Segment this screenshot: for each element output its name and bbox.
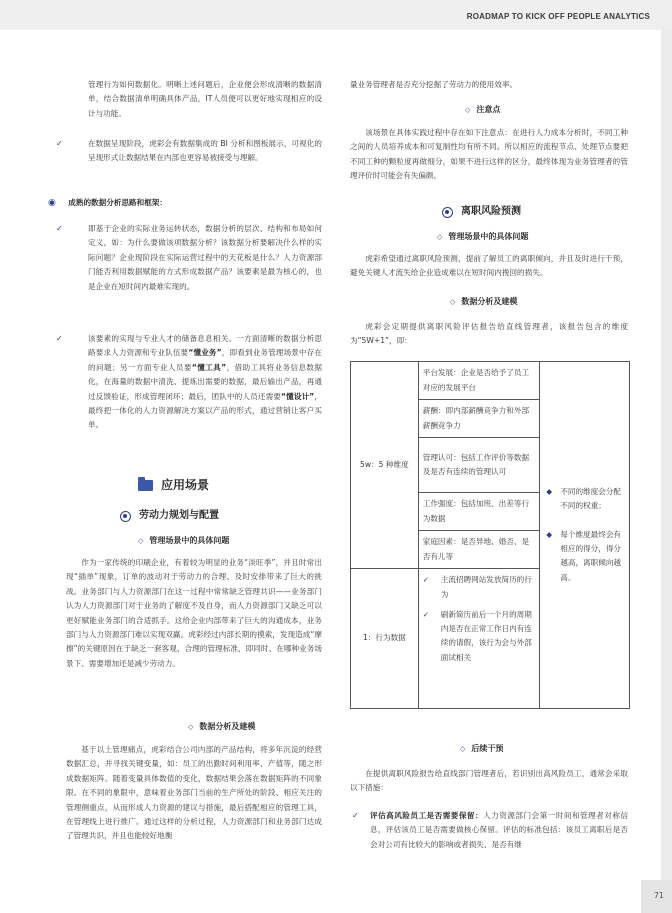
subsection-title-attrition: 离职风险预测	[442, 205, 602, 219]
side-margin-bar	[661, 30, 672, 913]
check-icon: ✓	[422, 609, 430, 619]
diamond-icon: ◇	[465, 106, 471, 114]
notes-cell	[540, 362, 630, 709]
section-title-application: 应用场景	[138, 478, 288, 492]
risk-dimension-table	[350, 361, 630, 709]
diamond-bullet-icon: ◆	[546, 486, 553, 496]
dimension-item-cell: 家庭因素：是否异地、婚否、是否有儿等	[418, 531, 540, 569]
minor-heading: ◇ 数据分析及建模	[450, 295, 570, 309]
diamond-icon: ◇	[460, 745, 466, 753]
check-bullet-retention	[350, 809, 628, 852]
framework-heading: ◉ 成熟的数据分析思路和框架：	[48, 198, 167, 208]
paragraph: 该场景在具体实践过程中存在如下注意点：在进行人力成本分析时，不同工种之间的人员培养成本和可复制性均有所不同。所以相应的流程节点、处理节点要把不同工种的颗粒度再做细分，如果不进行这样的区分，最终体现为业务管理者的管理评价时可能会有失偏颇。	[350, 128, 628, 181]
bullet-text: 该要素的实现与专业人才的储备息息相关。一方面清晰的数据分析思路要求人力资源和专业队伍要“懂业务”，即看到业务管理场景中存在的问题；另一方面专业人员要“懂工具”，借助工具将业务信息数据化，在海量的数据中清洗、提炼出需要的数据，最后输出产品，再通过反馈验证，形成管理闭环；最后，团队中的人员还需要“懂设计”，最终把一体化的人力资源解决方案以产品的形式，通过营销让客户买单。	[88, 334, 323, 430]
subsection-title-workforce: 劳动力规划与配置	[120, 509, 300, 523]
diamond-icon: ◇	[188, 723, 194, 731]
target-icon	[120, 511, 131, 522]
behavior-item-cell	[418, 607, 540, 709]
list-item: ✓ 主流招聘网站发放简历的行为	[422, 575, 532, 599]
minor-heading: ◇ 管理场景中的具体问题	[138, 534, 308, 548]
folder-icon	[138, 480, 153, 491]
behavior-item-cell	[418, 569, 540, 607]
dimension-label-cell: 5w：5 种维度	[351, 362, 419, 569]
paragraph: 虎彩会定期提供离职风险评估报告给直线管理者，该报告包含的维度为“5W+1”，即：	[350, 322, 628, 346]
dimension-item-cell: 管理认可：包括工作评价等数据及是否有连续的管理认可	[418, 438, 540, 493]
paragraph: 量业务管理者是否充分挖掘了劳动力的使用效率。	[350, 80, 518, 89]
list-item: ◆ 不同的维度会分配不同的权重；	[546, 486, 622, 511]
paragraph: 虎彩希望通过离职风险预测，提前了解员工的离职倾向，并且及时进行干预，避免关键人才流失给企业造成难以在短时间内挽回的损失。	[350, 254, 628, 278]
check-bullet-bi	[48, 137, 322, 166]
check-icon: ✓	[352, 811, 359, 820]
check-icon: ✓	[56, 224, 63, 233]
diamond-icon: ◇	[437, 233, 443, 241]
paragraph: 基于以上管理痛点，虎彩结合公司内部的产品结构，将多年沉淀的经营数据汇总，并寻找关键变量，如：员工的出勤时间利用率、产值等，随之形成数据矩阵。随着变量具体数值的变化，数据结果会落在数据矩阵的不同象限。在不同的象限中，意味着业务部门当前的生产所处的阶段、相应关注的管理侧重点，从而形成人力资源的建议与措施，最后搭配相应的管理工具，在管理线上进行推广。通过这样的分析过程，人力资源部门和业务部门达成了管理共识，并且也能较好地衡	[66, 745, 322, 841]
dimension-item-cell: 平台发展：企业是否给予了员工对应的发展平台	[418, 362, 540, 400]
table-row	[351, 362, 630, 400]
minor-heading: ◇ 数据分析及建模	[188, 720, 308, 734]
behavior-label-cell: 1：行为数据	[351, 569, 419, 709]
dimension-item-cell: 薪酬：即内部薪酬竞争力和外部薪酬竞争力	[418, 400, 540, 438]
dimension-item-cell: 工作强度：包括加班、出差等行为数据	[418, 493, 540, 531]
minor-heading: ◇ 注意点	[465, 103, 565, 117]
minor-heading: ◇ 管理场景中的具体问题	[437, 230, 607, 244]
paragraph: 作为一家传统的印刷企业，有着较为明显的业务“淡旺季”，并且时常出现“插单”现象，订单的波动对于劳动力的合理、及时安排带来了巨大的挑战。业务部门与人力资源部门在这一过程中常常缺乏管理共识——业务部门认为人力资源部门对于业务的了解度不及自身，而人力资源部门又缺乏可以更好赋能业务部门的合适抓手。这给企业内部带来了巨大的沟通成本，业务部门与人力资源部门难以实现双赢。虎彩经过内部长期的摸索，发现造成“摩擦”的关键原因在于缺乏一套客观、合理的管理标准，即同时、在哪种业务场景下、需要增加还是减少劳动力。	[66, 558, 322, 668]
diamond-bullet-icon: ◆	[546, 529, 553, 539]
list-item: ◆ 每个维度最终会有相应的得分，得分越高，离职倾向越高。	[546, 529, 622, 582]
header-bar	[0, 0, 672, 30]
paragraph: 在提供离职风险报告给直线部门管理者后，若识别出高风险员工，通常会采取以下措施：	[350, 769, 628, 793]
page-number: 71	[653, 891, 664, 900]
check-icon: ✓	[422, 575, 430, 585]
check-bullet-framework	[48, 222, 322, 294]
bullet-text: 即基于企业的实际业务运转状态，数据分析的层次、结构和布局如何定义，如：为什么要做该项数据分析？该数据分析要解决什么样的实际问题？企业现阶段在实际运营过程中的天花板是什么？人力资源部门能否利用数据赋能的方式形成数据产品？该要素是最为核心的，也是企业在短时间内最难实现的。	[88, 224, 322, 291]
diamond-icon: ◇	[138, 537, 144, 545]
bullet-text: 在数据呈现阶段，虎彩会有数据集成的 BI 分析和图板展示，可视化的呈现形式让数据结果在内部也更容易被接受与理解。	[88, 139, 322, 163]
check-icon: ✓	[56, 334, 63, 343]
target-icon	[442, 207, 453, 218]
running-header: ROADMAP TO KICK OFF PEOPLE ANALYTICS	[466, 12, 650, 21]
minor-heading: ◇ 后续干预	[460, 742, 560, 756]
bullet-dot-icon: ◉	[48, 198, 56, 208]
diamond-icon: ◇	[450, 298, 456, 306]
list-item: ✓ 刷新简历前后一个月的周期内是否在正常工作日内有连续的请假，该行为会与外部面试相关	[422, 609, 532, 662]
check-icon: ✓	[56, 139, 63, 148]
check-bullet-talent	[48, 332, 322, 433]
bullet-text: 评估高风险员工是否需要保留：人力资源部门会第一时间和管理者对称信息，评估该员工是否需要做核心保留。评估的标准包括：该员工离职后是否会对公司有比较大的影响或者损失、是否有继	[370, 811, 629, 849]
paragraph: 管理行为如何数据化。明晰上述问题后，企业便会形成清晰的数据清单，结合数据清单明确具体产品，IT人员便可以更好地实现相应的设计与功能。	[88, 80, 322, 118]
